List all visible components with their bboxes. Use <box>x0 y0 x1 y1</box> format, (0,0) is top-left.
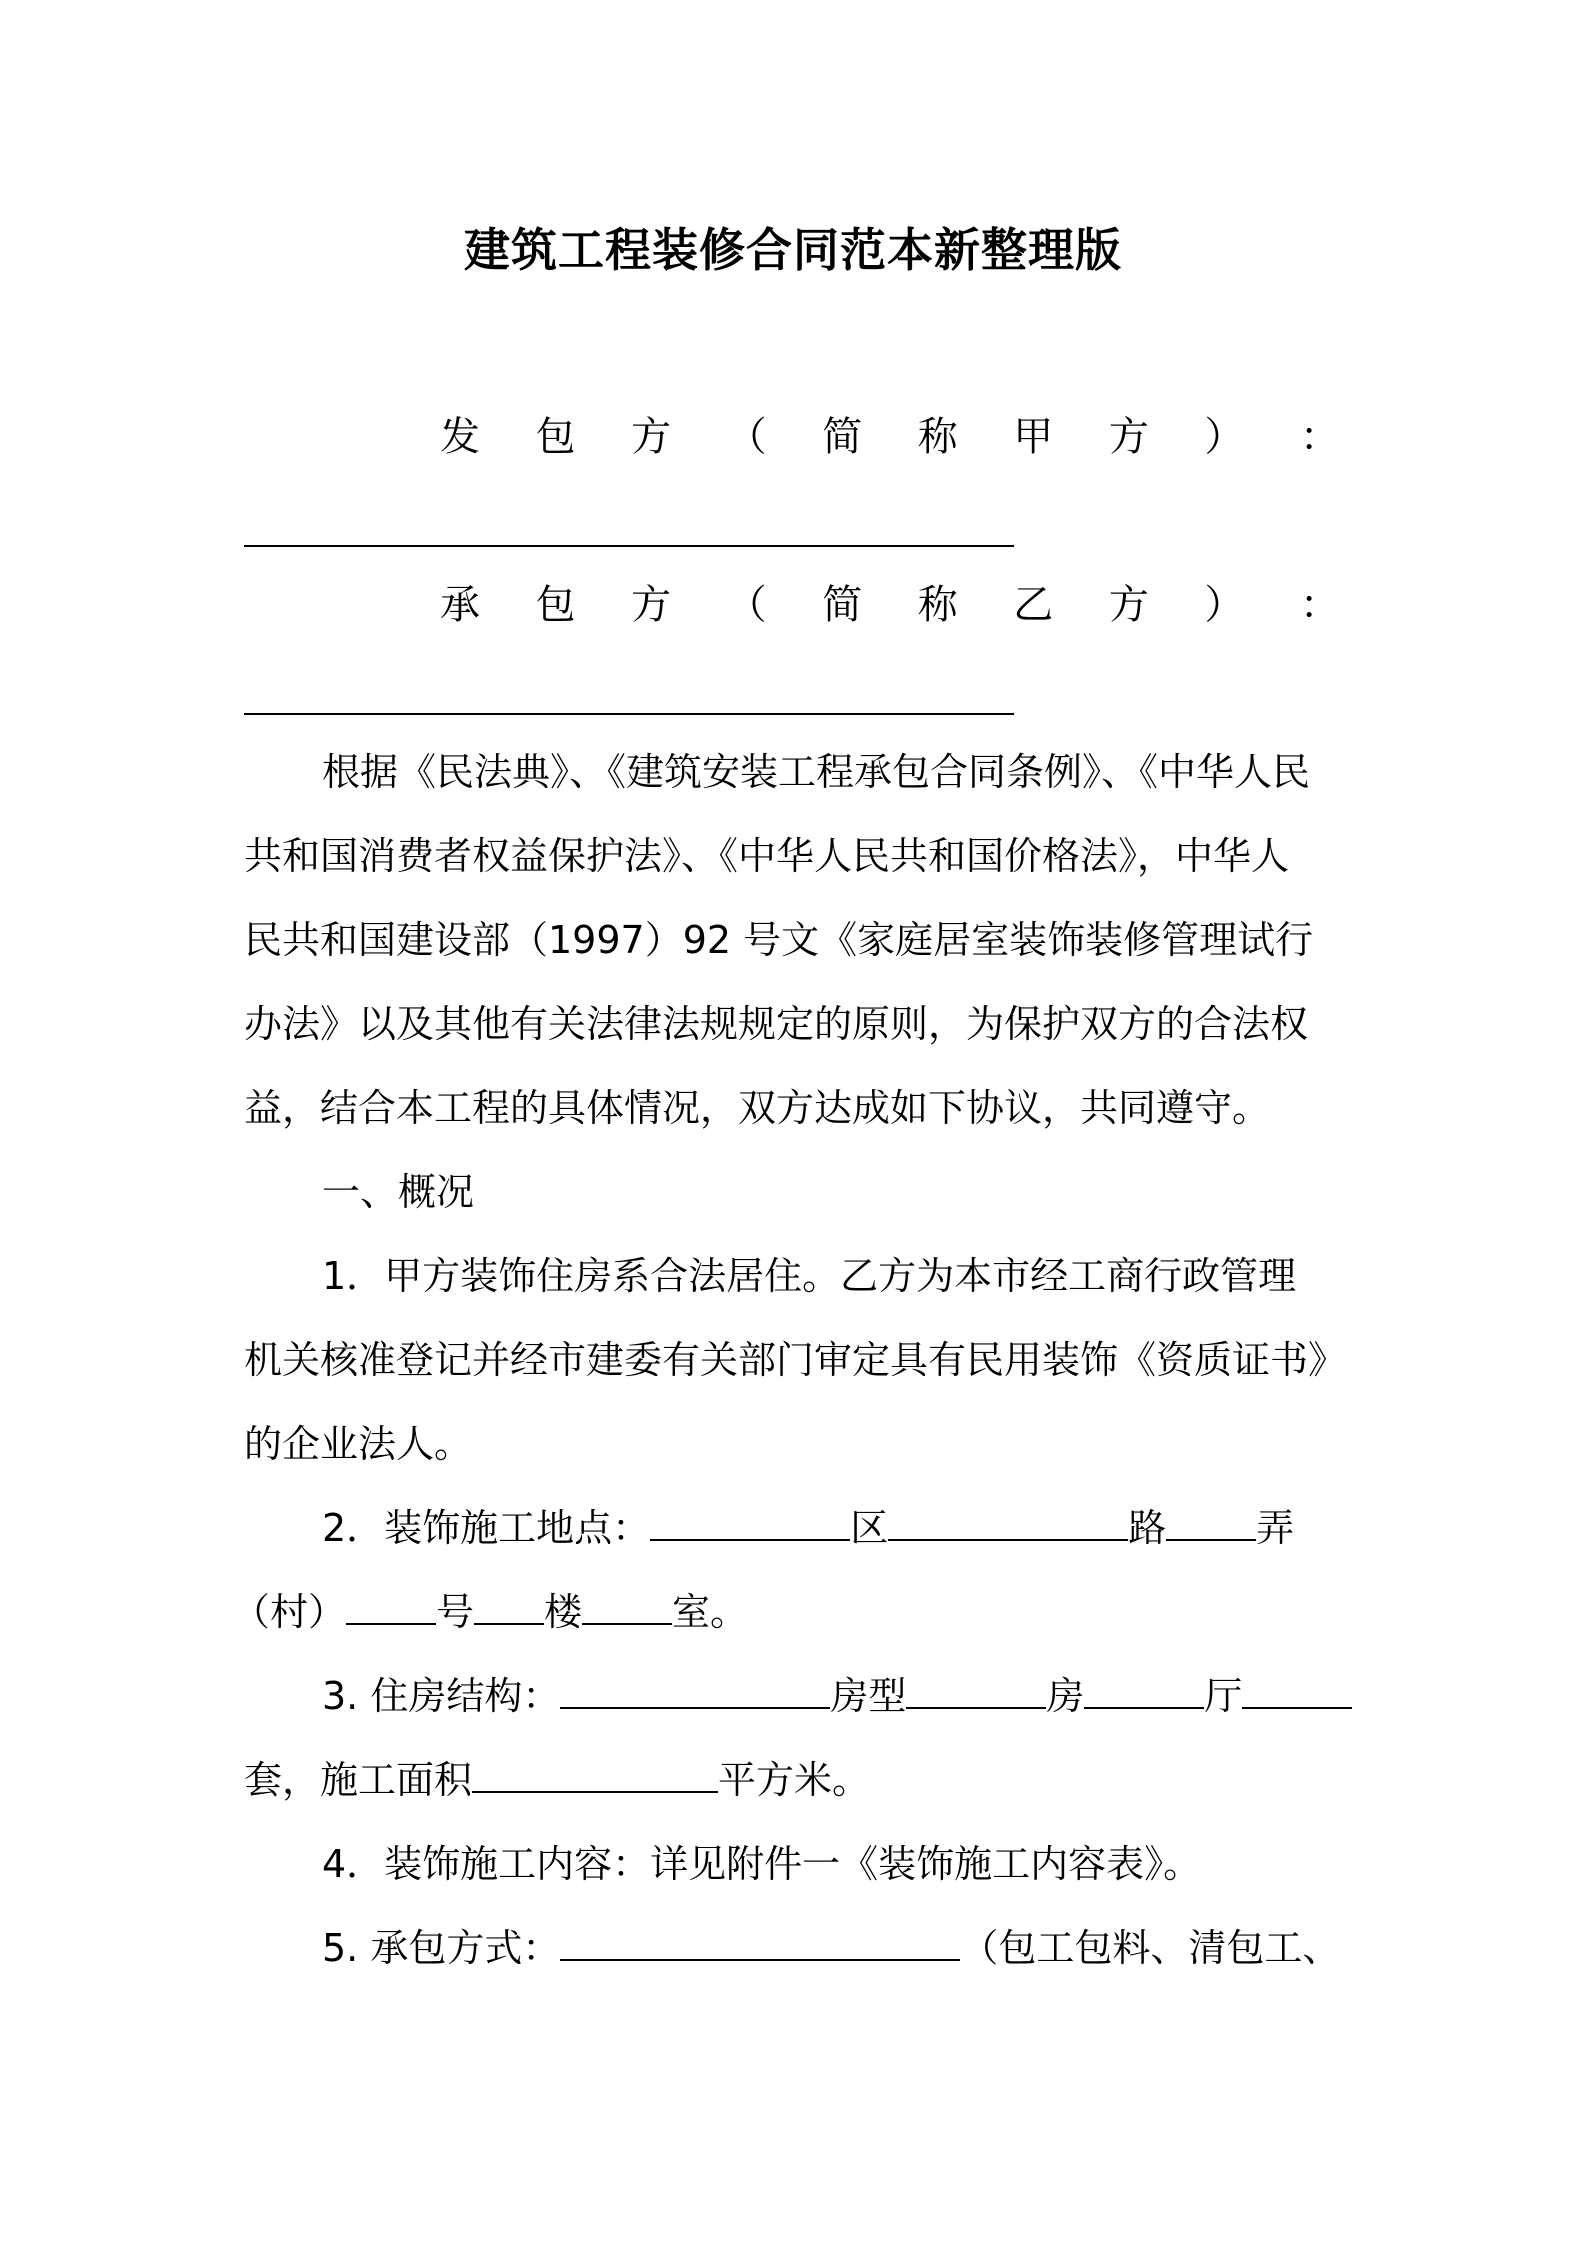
area-unit: 平方米。 <box>718 1758 871 1802</box>
preamble-line: 益，结合本工程的具体情况，双方达成如下协议，共同遵守。 <box>244 1086 1271 1130</box>
preamble-line: 根据《民法典》、《建筑安装工程承包合同条例》、《中华人民 <box>322 750 1311 794</box>
rooms-label: 房 <box>1046 1674 1085 1718</box>
rooms-blank <box>906 1677 1046 1709</box>
structure-blank <box>560 1677 830 1709</box>
building-blank <box>474 1593 544 1625</box>
contract-mode-blank <box>560 1929 960 1961</box>
party-b-char: 方 <box>1108 582 1149 628</box>
party-a-char: ） <box>1204 414 1245 460</box>
room-blank <box>582 1593 672 1625</box>
item-1-line: 机关核准登记并经市建委有关部门审定具有民用装饰《资质证书》 <box>244 1338 1347 1382</box>
lane-blank <box>1166 1509 1256 1541</box>
party-a-blank-line <box>244 545 1014 547</box>
party-b-char: 承 <box>440 582 480 628</box>
item-3-prefix: 3. 住房结构： <box>322 1674 561 1718</box>
room-label: 室。 <box>672 1590 749 1634</box>
item-1-line: 的企业法人。 <box>244 1422 473 1466</box>
party-b-char: ： <box>1299 582 1340 628</box>
party-b-char: 称 <box>917 582 958 628</box>
number-label: 号 <box>436 1590 475 1634</box>
number-blank <box>346 1593 436 1625</box>
party-b-char: 方 <box>631 582 672 628</box>
village-label: （村） <box>232 1590 347 1634</box>
district-label: 区 <box>850 1506 889 1550</box>
district-blank <box>650 1509 850 1541</box>
area-blank <box>472 1761 718 1793</box>
section-heading: 一、概况 <box>322 1170 475 1214</box>
item-2-prefix: 2．装饰施工地点： <box>322 1506 651 1550</box>
party-a-char: 发 <box>440 414 480 460</box>
item-1-line: 1．甲方装饰住房系合法居住。乙方为本市经工商行政管理 <box>322 1254 1297 1298</box>
party-a-label <box>440 412 1340 462</box>
item-3-structure <box>244 1654 1428 1738</box>
item-5-prefix: 5. 承包方式： <box>322 1926 561 1970</box>
item-2-address-cont <box>232 1570 1338 1654</box>
party-a-char: 方 <box>1108 414 1149 460</box>
party-a-char: 包 <box>535 414 576 460</box>
party-b-char: 乙 <box>1013 582 1054 628</box>
sets-blank <box>1242 1677 1352 1709</box>
preamble-line: 民共和国建设部（1997）92 号文《家庭居室装饰装修管理试行 <box>244 918 1314 962</box>
party-a-char: 简 <box>822 414 863 460</box>
party-b-char: 包 <box>535 582 576 628</box>
document-title: 建筑工程装修合同范本新整理版 <box>464 223 1122 277</box>
preamble-line: 办法》以及其他有关法律法规规定的原则，为保护双方的合法权 <box>244 1002 1309 1046</box>
area-label: 套，施工面积 <box>244 1758 473 1802</box>
party-b-char: ） <box>1204 582 1245 628</box>
party-a-char: 称 <box>917 414 958 460</box>
building-label: 楼 <box>544 1590 583 1634</box>
party-b-blank-line <box>244 713 1014 715</box>
party-b-char: 简 <box>822 582 863 628</box>
party-b-char: （ <box>726 582 767 628</box>
halls-label: 厅 <box>1204 1674 1243 1718</box>
party-a-char: （ <box>726 414 767 460</box>
item-4: 4．装饰施工内容：详见附件一《装饰施工内容表》。 <box>322 1842 1202 1886</box>
party-a-char: 甲 <box>1013 414 1054 460</box>
house-type-label: 房型 <box>830 1674 907 1718</box>
road-label: 路 <box>1128 1506 1167 1550</box>
item-2-address <box>244 1486 1428 1570</box>
item-5-suffix: （包工包料、清包工、 <box>960 1926 1341 1970</box>
party-a-char: ： <box>1299 414 1340 460</box>
halls-blank <box>1084 1677 1204 1709</box>
party-a-char: 方 <box>631 414 672 460</box>
party-b-label <box>440 580 1340 630</box>
item-5-contract-mode <box>244 1906 1428 1990</box>
preamble-line: 共和国消费者权益保护法》、《中华人民共和国价格法》，中华人 <box>244 834 1290 878</box>
item-3-area <box>244 1738 1350 1822</box>
road-blank <box>888 1509 1128 1541</box>
lane-label: 弄 <box>1256 1506 1295 1550</box>
